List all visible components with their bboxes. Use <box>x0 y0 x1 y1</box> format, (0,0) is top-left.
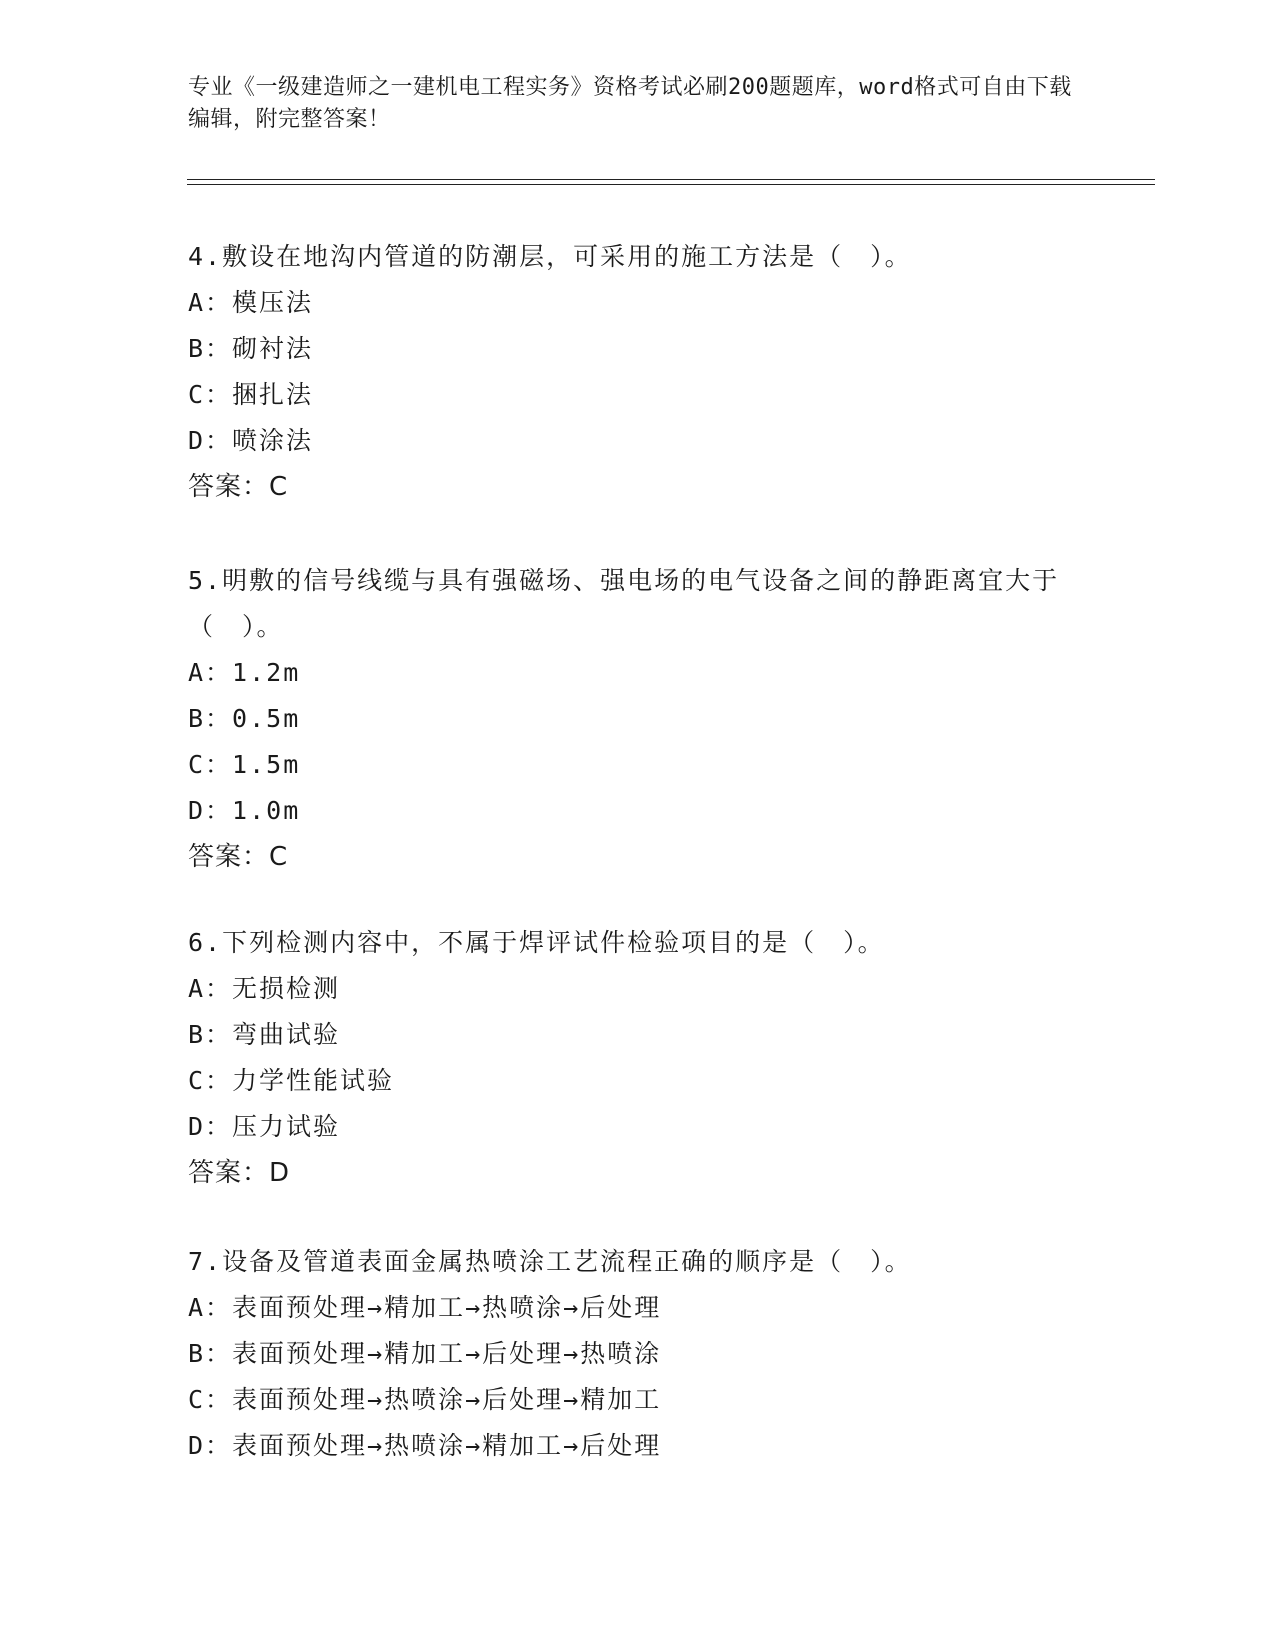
option-b: B：0.5m <box>188 704 301 733</box>
option-c: C：1.5m <box>188 750 301 779</box>
option-b: B：表面预处理→精加工→后处理→热喷涂 <box>188 1339 662 1368</box>
option-d: D：表面预处理→热喷涂→精加工→后处理 <box>188 1431 662 1460</box>
answer: 答案：C <box>188 472 289 502</box>
option-d: D：喷涂法 <box>188 426 314 455</box>
question-stem: 6.下列检测内容中，不属于焊评试件检验项目的是（ ）。 <box>188 928 885 957</box>
question-stem: 4.敷设在地沟内管道的防潮层，可采用的施工方法是（ ）。 <box>188 242 912 271</box>
option-d: D：压力试验 <box>188 1112 341 1141</box>
option-a: A：模压法 <box>188 288 314 317</box>
option-c: C：力学性能试验 <box>188 1066 395 1095</box>
option-b: B：弯曲试验 <box>188 1020 341 1049</box>
header-rule-bottom <box>187 184 1155 185</box>
option-b: B：砌衬法 <box>188 334 314 363</box>
answer: 答案：C <box>188 842 289 872</box>
question-6 <box>188 920 1088 1196</box>
question-5 <box>188 558 1088 880</box>
header-rule-top <box>187 179 1155 180</box>
answer: 答案：D <box>188 1158 291 1188</box>
question-stem: 5.明敷的信号线缆与具有强磁场、强电场的电气设备之间的静距离宜大于（ ）。 <box>188 566 1060 641</box>
option-c: C：捆扎法 <box>188 380 314 409</box>
option-a: A：1.2m <box>188 658 301 687</box>
option-a: A：表面预处理→精加工→热喷涂→后处理 <box>188 1293 662 1322</box>
document-header: 专业《一级建造师之一建机电工程实务》资格考试必刷200题题库，word格式可自由下载编辑，附完整答案！ <box>188 75 1072 132</box>
question-stem: 7.设备及管道表面金属热喷涂工艺流程正确的顺序是（ ）。 <box>188 1247 912 1276</box>
question-4 <box>188 234 1088 510</box>
question-7 <box>188 1239 1088 1469</box>
option-a: A：无损检测 <box>188 974 341 1003</box>
option-d: D：1.0m <box>188 796 301 825</box>
option-c: C：表面预处理→热喷涂→后处理→精加工 <box>188 1385 662 1414</box>
